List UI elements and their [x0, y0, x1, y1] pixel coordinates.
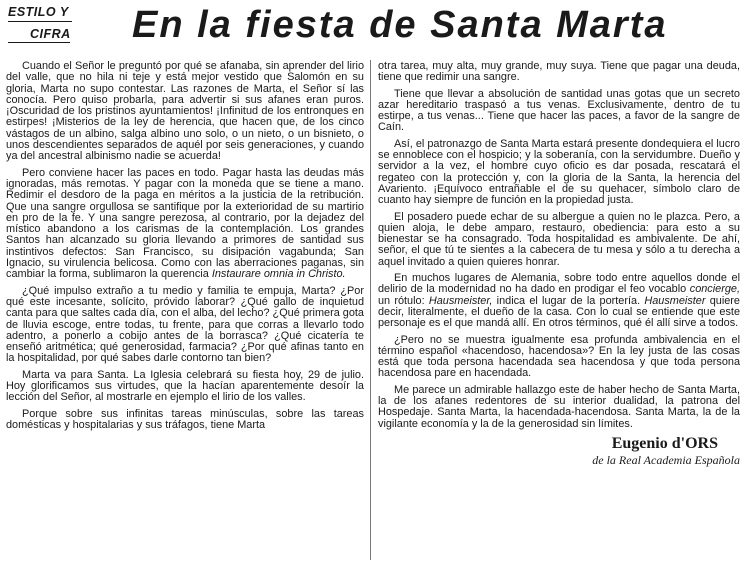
section-label-line-2: CIFRA — [8, 26, 70, 43]
paragraph: ¿Qué impulso extraño a tu medio y familia te empuja, Marta? ¿Por qué este incesante, solícito, próvido laborar? ¿Qué gallo de inquietud canta para que saltes cada día, con el alba, del lecho? ¿Qué primera gota de lluvia escoge, entre todas, tu frente, para que corras a llevarlo todo adentro, a ponerlo a cobijo antes de la borrasca? ¿Qué cicatería te enseñó aritmética; qué generosidad, farmacia? ¿Por qué afinas tanto en la hospitalidad, por qué sabes darle contorno tan bien? — [6, 284, 364, 365]
paragraph: El posadero puede echar de su albergue a quien no le plazca. Pero, a quien aloja, le debe amparo, restauro, obediencia: para esto a su bienestar se ha consagrado. Toda hospitalidad es ambivalente. De ahí, señor, el que tú te sientes a la cabecera de tu mesa y sólo a tu derecha a aquel invitado a quien quieres honrar. — [378, 210, 740, 268]
paragraph: Cuando el Señor le preguntó por qué se afanaba, sin aprender del lirio del valle, que no hila ni teje y está mejor vestido que Salomón en su gloria, Marta no supo contestar. Las razones de Marta, el Señor sí las conocía. Pero quiso probarla, para advertir si sus afanes eran puros. ¡Oscuridad de los pristinos ayuntamientos! ¡Infinitud de los entronques en estirpes! ¡Misterios de la ley de herencia, que hacen que, de los cinco vástagos de un albino, salga albino uno solo, o un nieto, o un bisnieto, o unos descendientes separados de aquél por seis generaciones, y cuando ya del ancestral albinismo nadie se acuerda! — [6, 60, 364, 163]
paragraph: Marta va para Santa. La Iglesia celebrará su fiesta hoy, 29 de julio. Hoy glorificamos sus virtudes, que la hacían aparentemente desoír la lección del Señor, al mostrarle en ejemplo el lirio de los valles. — [6, 368, 364, 404]
paragraph: Porque sobre sus infinitas tareas minúsculas, sobre las tareas domésticas y hospitalarias y sus tráfagos, tiene Marta — [6, 407, 364, 431]
author-name: Eugenio d'ORS — [611, 434, 718, 452]
article-title: En la fiesta de Santa Marta — [132, 4, 668, 46]
paragraph — [378, 273, 740, 329]
latin-quote: Instaurare omnia in Christo. — [211, 268, 346, 281]
paragraph: Así, el patronazgo de Santa Marta estará presente dondequiera el lucro se ennoblece con el hospicio; y la soberanía, con la servidumbre. Dueño y servidor a la vez, el hombre cuyo oficio es dar posada, rescatará el regateo con la protección y, con la gloria de la Santa, la herencia del Avariento. ¡Equívoco entrañable el de su quehacer, símbolo claro de cuanto hay siempre de función en la propiedad justa. — [378, 137, 740, 207]
foreign-term: concierge, — [689, 283, 740, 296]
article-column-right — [378, 61, 740, 467]
foreign-term: Hausmeister, — [428, 294, 493, 307]
section-heading — [8, 4, 98, 43]
column-divider — [370, 60, 371, 560]
paragraph-text: un rótulo: — [378, 294, 425, 307]
author-affiliation: de la Real Academia Española — [592, 452, 740, 467]
paragraph: ¿Pero no se muestra igualmente esa profunda ambivalencia en el término español «hacendoso, hacendosa»? En la ley justa de las cosas está que toda persona hacendada sea hacendosa y que toda persona hacendosa pare en hacendada. — [378, 333, 740, 380]
paragraph: Tiene que llevar a absolución de santidad unas gotas que un secreto azar hereditario traspasó a tus venas. Exclusivamente, dentro de tu estirpe, a tus venas... Tiene que hacer las paces, a favor de la sangre de Caín. — [378, 87, 740, 134]
paragraph-text: quiere decir, literalmente, el dueño de la casa. Con lo cual se entiende que este personaje es el que mandá allí. En otros términos, qué él allí sirve a todos. — [378, 294, 740, 330]
article-header — [0, 0, 745, 52]
paragraph — [6, 168, 364, 281]
section-label-line-1: ESTILO Y — [8, 4, 72, 22]
paragraph-text: Pero conviene hacer las paces en todo. Pagar hasta las deudas más ignoradas, más remotas. Y pagar con la moneda que se tiene a mano. Redimir el desdoro de la paga en méritos a la justicia de la retribución. Que una sangre orgullosa se santifique por la exterioridad de su martirio en pro de la fe. Y una sangre perezosa, al contrario, por la dejadez del místico abandono a los carismas de la contemplación. Los grandes Santos han alcanzado su gloria llevando a primores de santidad sus instintivos defectos: San Francisco, su disipación vagabunda; San Ignacio, su virulencia belicosa. Como con las aberraciones paganas, sin cambiar la forma, sublimaron la querencia — [6, 166, 364, 281]
foreign-term: Hausmeister — [644, 294, 706, 307]
paragraph-continued: otra tarea, muy alta, muy grande, muy suya. Tiene que pagar una deuda, tiene que redimir una sangre. — [378, 60, 740, 84]
byline — [378, 435, 740, 467]
paragraph-text: indica el lugar de la portería. — [496, 294, 641, 307]
paragraph-text: En muchos lugares de Alemania, sobre todo entre aquellos donde el delirio de la modernidad no ha dado en prodigar el feo vocablo — [378, 272, 740, 296]
article-column-left — [6, 61, 364, 436]
paragraph: Me parece un admirable hallazgo este de haber hecho de Santa Marta, la de los afanes redentores de su interior dualidad, la patrona del Hospedaje. Santa Marta, la hacendada-hacendosa. Santa Marta, la de la vigilante economía y la de la generosidad sin límites. — [378, 383, 740, 430]
